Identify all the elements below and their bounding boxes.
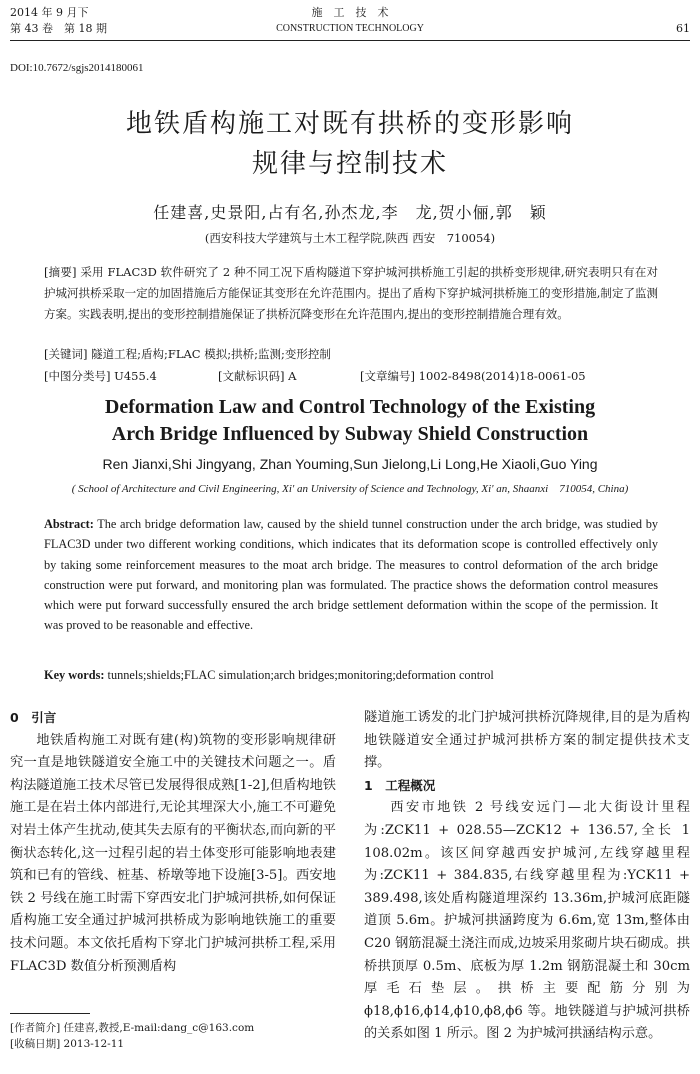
authors-cn: 任建喜,史景阳,占有名,孙杰龙,李 龙,贺小俪,郭 颖 <box>153 203 547 222</box>
page-number: 61 <box>676 22 690 35</box>
affiliation-en: ( School of Architecture and Civil Engineering, Xi' an University of Science and Technology, Xi' an, Shaanxi 710054, China) <box>71 483 629 495</box>
intro-continuation: 隧道施工诱发的北门护城河拱桥沉降规律,目的是为盾构地铁隧道安全通过护城河拱桥方案的制定提供技术支撑。 <box>364 710 690 771</box>
abstract-en-text: The arch bridge deformation law, caused by the shield tunnel construction under the arch bridge, was studied by FLAC3D under two different working conditions, which indicates that its deformation scope is controlled effectively only by taking some reinforcement measures to the moat arch bridge. The measures to control deformation of the arch bridge construction were put forward, and monitoring plan was formulated. The practice shows the deformation control measures which were put forward successfully ensured the arch bridge settlement deformation within the scope of the permission. It was proved to be reasonable and effective. <box>44 517 658 633</box>
issue-date: 2014 年 9 月下 <box>10 6 89 19</box>
right-column <box>364 707 690 1046</box>
journal-name-en: CONSTRUCTION TECHNOLOGY <box>276 23 424 34</box>
keywords-en-text: tunnels;shields;FLAC simulation;arch bridges;monitoring;deformation control <box>107 668 494 682</box>
footnote-rule <box>10 1013 90 1014</box>
header-rule <box>10 40 690 41</box>
volume-issue: 第 43 卷 第 18 期 <box>10 22 107 35</box>
clc-label: [中图分类号] <box>44 369 111 383</box>
keywords-en <box>44 665 658 685</box>
title-cn-line1: 地铁盾构施工对既有拱桥的变形影响 <box>125 109 574 139</box>
article-no-value: 1002-8498(2014)18-0061-05 <box>418 369 586 383</box>
document-code <box>218 368 296 384</box>
keywords-cn-text: 隧道工程;盾构;FLAC 模拟;拱桥;监测;变形控制 <box>91 347 331 361</box>
clc-code <box>44 368 157 384</box>
abstract-en-label: Abstract: <box>44 517 94 531</box>
keywords-en-label: Key words: <box>44 668 105 682</box>
abstract-cn-label: [摘要] <box>44 265 77 279</box>
title-en-line1: Deformation Law and Control Technology of the Existing <box>104 396 596 418</box>
title-cn-line2: 规律与控制技术 <box>251 149 448 179</box>
doc-code-value: A <box>288 369 297 383</box>
affiliation-cn: (西安科技大学建筑与土木工程学院,陕西 西安 710054) <box>204 231 496 245</box>
article-number <box>360 368 586 384</box>
footnote-received-date: [收稿日期] 2013-12-11 <box>10 1038 125 1050</box>
authors-en: Ren Jianxi,Shi Jingyang, Zhan Youming,Sun Jielong,Li Long,He Xiaoli,Guo Ying <box>102 456 598 472</box>
footnote-author: [作者简介] 任建喜,教授,E-mail:dang_c@163.com <box>10 1022 255 1034</box>
section-heading-overview: 1 工程概况 <box>364 777 436 793</box>
keywords-cn-label: [关键词] <box>44 347 88 361</box>
journal-name-cn: 施 工 技 术 <box>311 6 389 19</box>
abstract-en <box>44 514 658 636</box>
keywords-cn <box>44 346 331 362</box>
intro-paragraph: 地铁盾构施工对既有建(构)筑物的变形影响规律研究一直是地铁隧道安全施工中的关键技术问题之一。盾构法隧道施工技术尽管已发展得很成熟[1-2],但盾构地铁施工是在岩土体内部进行,无论其埋深大小,施工不可避免对岩土体产生扰动,使其失去原有的平衡状态,而向新的平衡状态转化,这一过程引起的岩土体变形可能影响地表建筑和已有的管线、桩基、桥墩等地下设施[3-5]。西安地铁 2 号线在施工时需下穿西安北门护城河拱桥,如何保证盾构施工安全通过护城河拱桥成为影响地铁施工的重要技术问题。本文依托盾构下穿北门护城河拱桥工程,采用 FLAC3D 数值分析预测盾构 <box>10 732 336 974</box>
title-en-line2: Arch Bridge Influenced by Subway Shield Construction <box>111 423 589 445</box>
abstract-cn <box>44 262 658 325</box>
abstract-cn-text: 采用 FLAC3D 软件研究了 2 种不同工况下盾构隧道下穿护城河拱桥施工引起的拱桥变形规律,研究表明只有在对护城河拱桥采取一定的加固措施后方能保证其变形在允许范围内。提出了盾构下穿护城河拱桥施工的变形措施,制定了监测方案。实践表明,提出的变形控制措施保证了拱桥沉降变形在允许范围内,提出的变形控制措施合理有效。 <box>44 265 658 321</box>
article-no-label: [文章编号] <box>360 369 415 383</box>
clc-value: U455.4 <box>114 369 157 383</box>
overview-paragraph: 西安市地铁 2 号线安远门—北大街设计里程为:ZCK11 + 028.55—ZCK12 + 136.57,全长 1 108.02m。该区间穿越西安护城河,左线穿越里程为:ZCK11 + 384.835,右线穿越里程为:YCK11 + 389.498,该处盾构隧道埋深约 13.36m,护城河底距隧道顶 5.6m。护城河拱涵跨度为 6.6m,宽 13m,整体由 C20 钢筋混凝土浇注而成,边坡采用浆砌片块石砌成。拱桥拱顶厚 0.5m、底板为厚 1.2m 钢筋混凝土和 30cm 厚毛石垫层。拱桥主要配筋分别为 ϕ18,ϕ16,ϕ14,ϕ10,ϕ8,ϕ6 等。地铁隧道与护城河拱桥的关系如图 1 所示。图 2 为护城河拱涵结构示意。 <box>364 800 690 1042</box>
left-column <box>10 707 336 978</box>
doc-code-label: [文献标识码] <box>218 369 285 383</box>
section-heading-intro: 0 引言 <box>10 710 57 725</box>
doi: DOI:10.7672/sgjs2014180061 <box>10 62 144 74</box>
